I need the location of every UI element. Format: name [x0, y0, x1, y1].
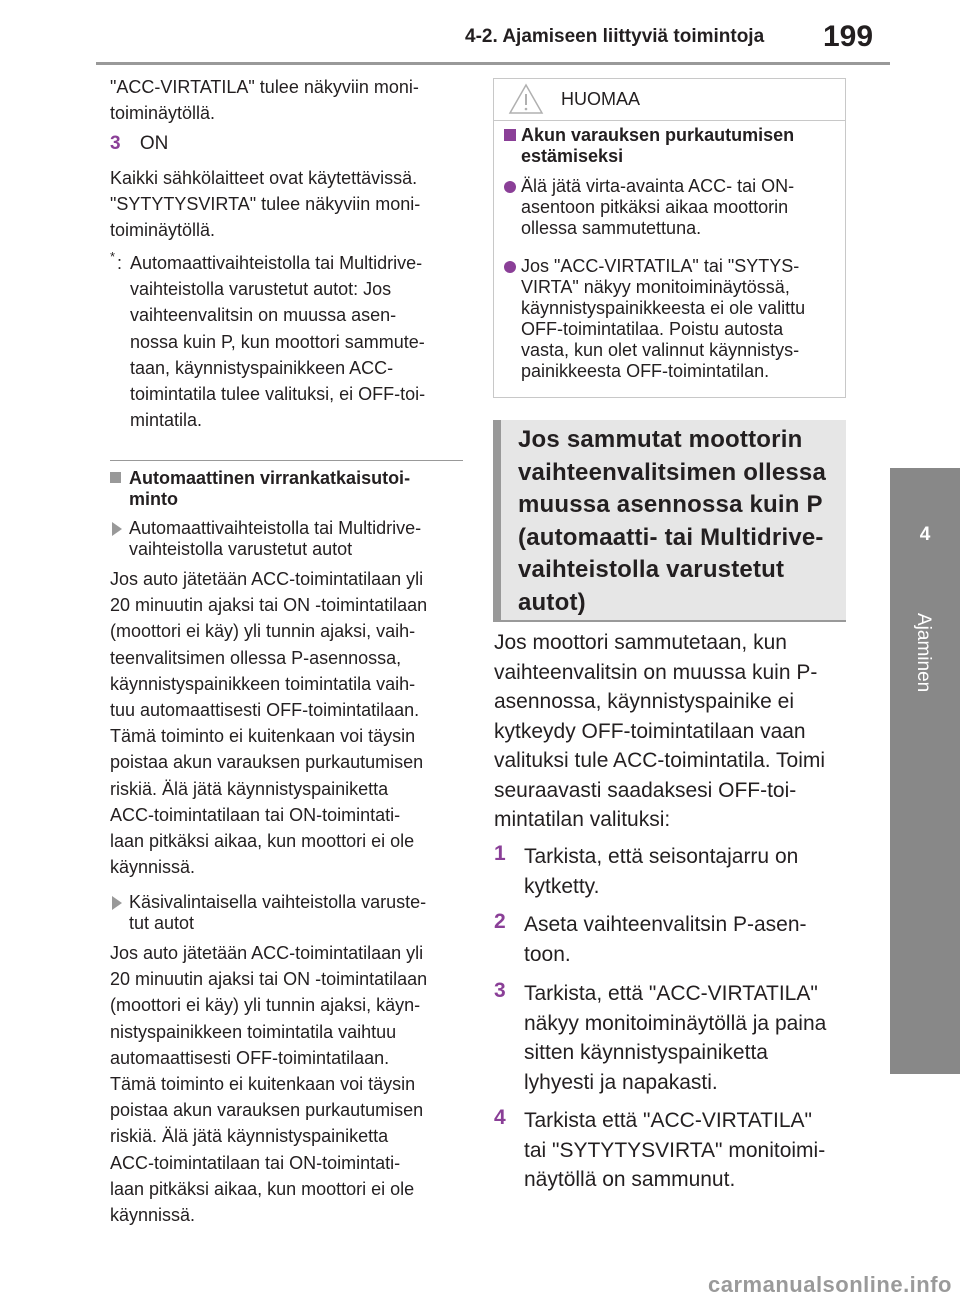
chapter-number: 4	[919, 524, 931, 545]
purple-square-bullet-icon	[504, 129, 516, 141]
note-heading: Akun varauksen purkautumisen estämiseksi	[521, 125, 795, 166]
auto-text: Jos auto jätetään ACC-toimintatilaan yli 20 minuutin ajaksi tai ON -toimintatilaan (moottori ei käy) yli tunnin ajaksi, vaih- teenvalitsimen ollessa P-asennossa, käynnistyspainikkeen toimintatila vaih- tuu automaattisesti OFF-toimintatilaan. Tämä toiminto ei kuitenkaan voi täysin poistaa akun varauksen purkautumisen riskiä. Älä jätä käynnistyspainiketta ACC-toimintatilaan tai ON-toimintati- laan pitkäksi aikaa, kun moottori ei ole käynnissä.	[110, 569, 428, 878]
section-title: Jos sammutat moottorin vaihteenvalitsimen ollessa muussa asennossa kuin P (automaatti- tai Multidrive- vaihteistolla varustetut autot)	[518, 426, 827, 616]
manual-text: Jos auto jätetään ACC-toimintatilaan yli 20 minuutin ajaksi tai ON -toimintatilaan (moottori ei käy) yli tunnin ajaksi, käyn- nistyspainikkeen toimintatila vaihtuu automaattisesti OFF-toimintatilaan. Tämä toiminto ei kuitenkaan voi täysin poistaa akun varauksen purkautumisen riskiä. Älä jätä käynnistyspainiketta ACC-toimintatilaan tai ON-toimintati- laan pitkäksi aikaa, kun moottori ei ole käynnissä.	[110, 943, 428, 1226]
watermark: carmanualsonline.info	[708, 1272, 952, 1297]
step-number: 3	[110, 133, 121, 154]
chapter-label-wrapper	[890, 613, 960, 733]
note-box	[493, 78, 846, 398]
header-rule	[96, 62, 890, 65]
purple-dot-bullet-icon	[504, 181, 516, 193]
step-text: Tarkista että "ACC-VIRTATILA" tai "SYTYTYSVIRTA" monitoimi- näytöllä on sammunut.	[524, 1109, 826, 1191]
step-text: Aseta vaihteenvalitsin P-asen- toon.	[524, 913, 807, 966]
note-bullet-2: Jos "ACC-VIRTATILA" tai "SYTYS- VIRTA" näkyy monitoiminäytössä, käynnistyspainikkeesta ei ole valittu OFF-toimintatilaa. Poistu autosta vasta, kun olet valinnut käynnistys- painikkeesta OFF-toimintatilan.	[521, 256, 806, 381]
note-title: HUOMAA	[561, 89, 641, 109]
sub-heading: Automaattinen virrankatkaisutoi- minto	[110, 468, 465, 510]
step-number: 4	[494, 1106, 506, 1129]
footnote-text: Automaattivaihteistolla tai Multidrive- vaihteistolla varustetut autot: Jos vaihteenvalitsin on muussa asen- nossa kuin P, kun moottori sammute- taan, käynnistyspainikkeen ACC- toimintatila tulee valituksi, ei OFF-toi- mintatila.	[130, 253, 426, 431]
purple-dot-bullet-icon	[504, 261, 516, 273]
triangle-bullet-icon	[112, 896, 122, 910]
running-header: 4-2. Ajamiseen liittyviä toimintoja	[465, 26, 765, 47]
step-label: ON	[139, 133, 169, 154]
footnote-mark: *	[110, 249, 116, 264]
step-number: 1	[494, 842, 506, 865]
section-underline	[493, 620, 846, 622]
square-bullet-icon	[110, 472, 121, 483]
chapter-label: Ajaminen	[913, 613, 934, 693]
note-header	[494, 79, 845, 121]
step-number: 3	[494, 979, 506, 1002]
divider	[110, 460, 463, 461]
right-intro-paragraph: Jos moottori sammutetaan, kun vaihteenvalitsin on muussa kuin P- asennossa, käynnistyspainike ei kytkeydy OFF-toimintatilaan vaan valituksi tule ACC-toimintatila. Toimi seuraavasti saadaksesi OFF-toi- mintatilan valituksi:	[494, 631, 826, 831]
page-number: 199	[823, 20, 874, 53]
step-3-heading	[110, 131, 168, 157]
manual-heading: Käsivalintaisella vaihteistolla varuste- tut autot	[110, 892, 465, 934]
step-text: Tarkista, että "ACC-VIRTATILA" näkyy monitoiminäytöllä ja paina sitten käynnistyspainiketta lyhyesti ja napakasti.	[524, 982, 827, 1094]
footnote-colon: :	[117, 253, 123, 273]
intro-paragraph: "ACC-VIRTATILA" tulee näkyviin moni- toiminäytöllä.	[110, 77, 419, 124]
chapter-side-tab	[890, 468, 960, 1074]
step-number: 2	[494, 910, 506, 933]
step-3-text: Kaikki sähkölaitteet ovat käytettävissä. "SYTYTYSVIRTA" tulee näkyviin moni- toiminäytöllä.	[110, 168, 421, 241]
step-text: Tarkista, että seisontajarru on kytketty.	[524, 845, 799, 898]
note-bullet-1: Älä jätä virta-avainta ACC- tai ON- asentoon pitkäksi aikaa moottorin ollessa sammutettuna.	[521, 176, 795, 238]
warning-triangle-icon	[508, 83, 544, 115]
section-heading-box	[493, 420, 846, 620]
auto-heading: Automaattivaihteistolla tai Multidrive- vaihteistolla varustetut autot	[110, 518, 465, 560]
triangle-bullet-icon	[112, 522, 122, 536]
